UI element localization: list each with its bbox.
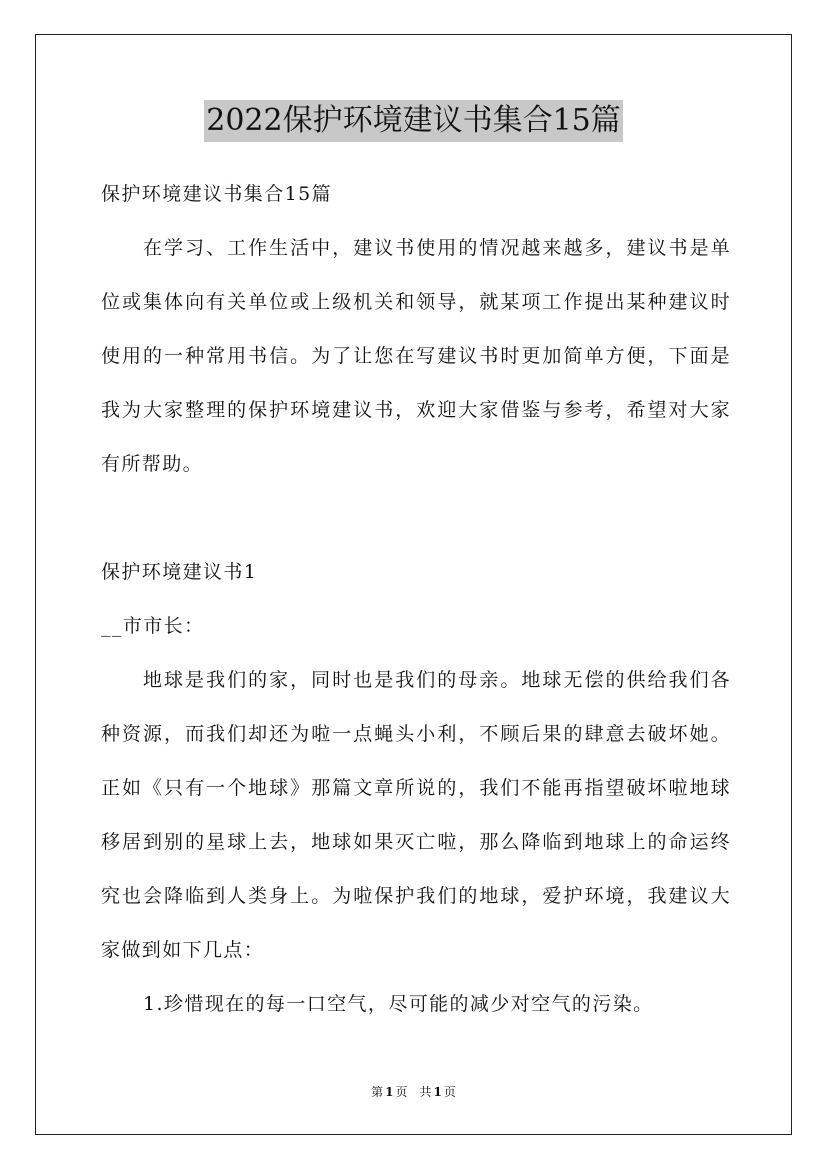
document-title: 2022保护环境建议书集合15篇 — [204, 100, 623, 142]
point-1: 1.珍惜现在的每一口空气，尽可能的减少对空气的污染。 — [143, 993, 654, 1015]
section-heading: 保护环境建议书1 — [101, 561, 258, 583]
body-paragraph: 地球是我们的家，同时也是我们的母亲。地球无偿的供给我们各种资源，而我们却还为啦一点蝇头小利，不顾后果的肆意去破坏她。正如《只有一个地球》那篇文章所说的，我们不能再指望破坏啦地球移居到别的星球上去，地球如果灭亡啦，那么降临到地球上的命运终究也会降临到人类身上。为啦保护我们的地球，爱护环境，我建议大家做到如下几点： — [101, 669, 731, 961]
intro-paragraph: 在学习、工作生活中，建议书使用的情况越来越多，建议书是单位或集体向有关单位或上级机关和领导，就某项工作提出某种建议时使用的一种常用书信。为了让您在写建议书时更加简单方便，下面是我为大家整理的保护环境建议书，欢迎大家借鉴与参考，希望对大家有所帮助。 — [101, 237, 731, 475]
footer-total-pages: 1 — [433, 1085, 442, 1099]
page-footer — [0, 1084, 827, 1100]
footer-current-page: 1 — [385, 1085, 394, 1099]
title-container — [0, 100, 827, 142]
salutation: __市市长： — [101, 615, 205, 637]
footer-page-prefix: 第 — [371, 1085, 384, 1099]
document-subtitle: 保护环境建议书集合15篇 — [101, 183, 332, 205]
footer-page-suffix: 页 — [443, 1085, 456, 1099]
footer-page-mid: 页 共 — [395, 1085, 432, 1099]
